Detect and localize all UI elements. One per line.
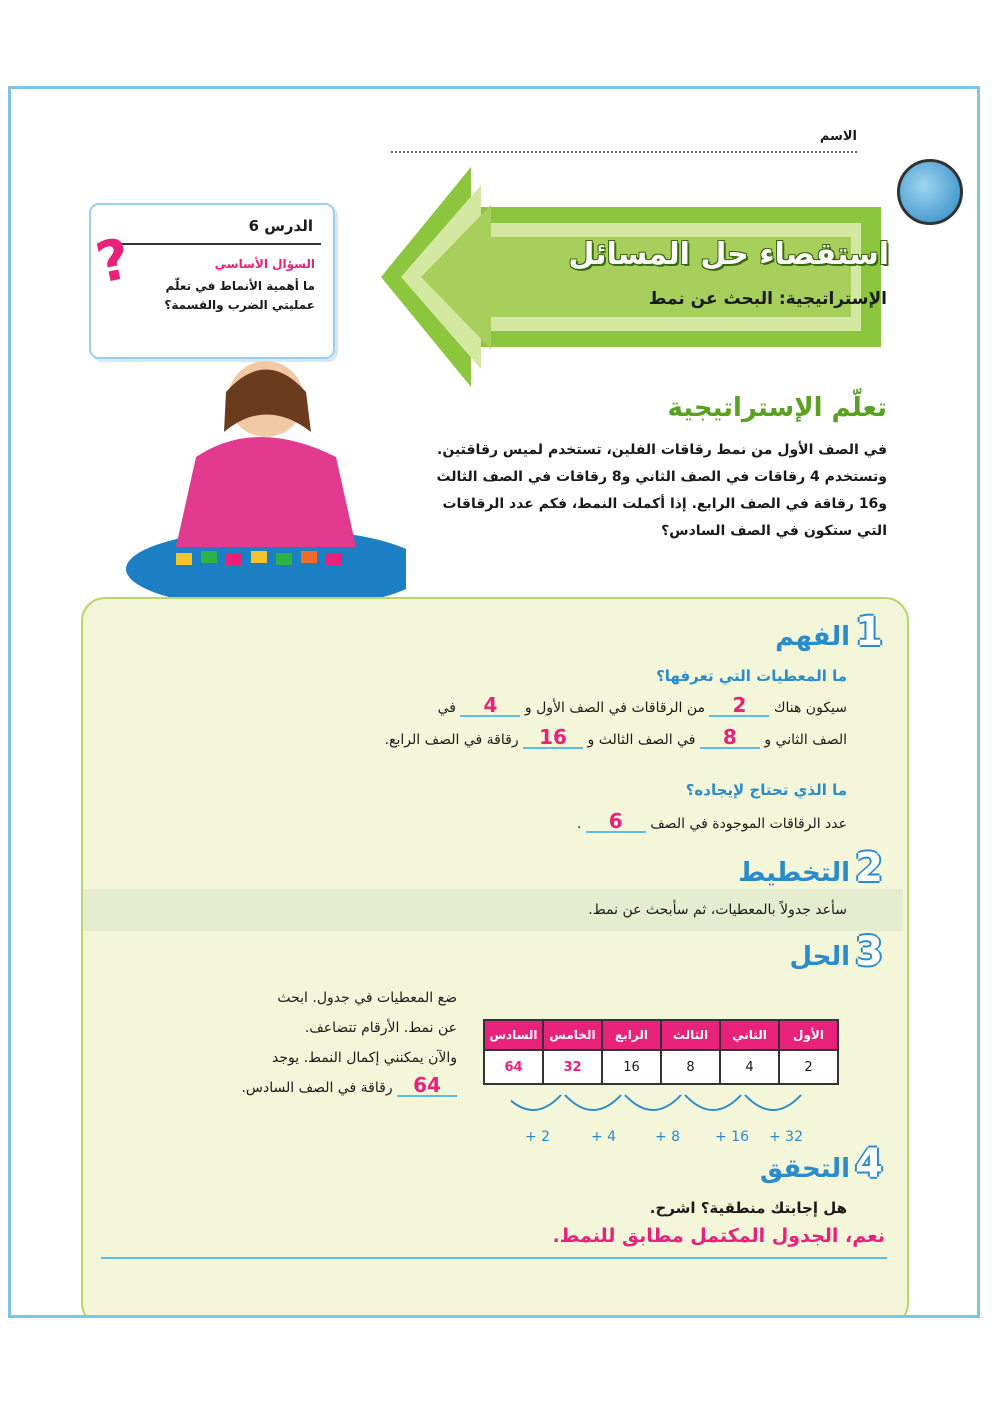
lesson-card [89, 203, 335, 359]
name-label: الاسم [819, 129, 857, 144]
table-header: الرابع [602, 1020, 661, 1050]
page-frame [8, 86, 980, 1318]
solve-text-line: ضع المعطيات في جدول. ابحث [277, 990, 457, 1006]
increment-label: + 4 [591, 1129, 617, 1145]
learn-strategy-body: في الصف الأول من نمط رقاقات الفلين، تستخدم لميس رقاقتين. وتستخدم 4 رقاقات في الصف الثاني و8 رقاقات في الصف الثالث و16 رقاقة في الصف الرابع. إذا أكملت النمط، فكم عدد الرقاقات التي ستكون في الصف السادس؟ [436, 442, 887, 539]
step-2-title: التخطيط [738, 858, 851, 888]
text-fragment: سيكون هناك [773, 700, 847, 716]
step-2-number: 2 [855, 845, 883, 891]
check-answer[interactable]: نعم، الجدول المكتمل مطابق للنمط. [552, 1225, 885, 1247]
known-line-2 [207, 725, 847, 755]
text-fragment: رقاقة في الصف الرابع. [384, 732, 519, 748]
pattern-arcs [511, 1089, 851, 1129]
increment-label: + 32 [769, 1129, 803, 1145]
text-fragment: رقاقة في الصف السادس. [241, 1080, 393, 1096]
text-fragment: الصف الثاني و [764, 732, 847, 748]
table-cell-answer[interactable]: 32 [543, 1050, 602, 1084]
answer-row-3[interactable]: 8 [700, 727, 760, 749]
step-check-header [760, 1141, 883, 1187]
step-4-title: التحقق [759, 1154, 851, 1184]
solve-text-line: والآن يمكنني إكمال النمط. يوجد [272, 1050, 457, 1066]
increment-label: + 16 [715, 1129, 749, 1145]
table-header: الثاني [720, 1020, 779, 1050]
table-cell: 4 [720, 1050, 779, 1084]
text-fragment: في الصف الثالث و [587, 732, 696, 748]
table-row [484, 1050, 838, 1084]
essential-question-title: السؤال الأساسي [214, 257, 315, 271]
step-solve-header [789, 929, 883, 975]
find-line [207, 809, 847, 839]
step-3-number: 3 [855, 929, 883, 975]
table-header: الثالث [661, 1020, 720, 1050]
step-4-number: 4 [855, 1141, 883, 1187]
find-question: ما الذي تحتاج لإيجاده؟ [685, 781, 847, 799]
globe-icon [897, 159, 963, 225]
step-3-title: الحل [789, 942, 851, 972]
answer-row-6[interactable]: 6 [586, 811, 646, 833]
banner-title: استقصاء حل المسائل [568, 237, 889, 272]
learn-strategy-title: تعلّم الإستراتيجية [667, 393, 887, 423]
table-header: السادس [484, 1020, 543, 1050]
table-cell-answer[interactable]: 64 [484, 1050, 543, 1084]
answer-row-1[interactable]: 2 [709, 695, 769, 717]
table-cell: 2 [779, 1050, 838, 1084]
check-question: هل إجابتك منطقية؟ اشرح. [649, 1199, 847, 1217]
text-fragment: في [437, 700, 457, 716]
answer-solve[interactable]: 64 [397, 1075, 457, 1097]
pattern-table [483, 1019, 839, 1085]
table-header: الخامس [543, 1020, 602, 1050]
table-cell: 16 [602, 1050, 661, 1084]
table-header: الأول [779, 1020, 838, 1050]
step-plan-header [738, 845, 883, 891]
student-photo [106, 337, 406, 597]
text-fragment: . [576, 816, 582, 832]
solve-text-line: عن نمط. الأرقام تتضاعف. [304, 1020, 457, 1036]
text-fragment: عدد الرقاقات الموجودة في الصف [650, 816, 847, 832]
text-fragment: من الرقاقات في الصف الأول و [524, 700, 706, 716]
check-answer-line [101, 1257, 887, 1259]
solve-text [197, 983, 457, 1103]
increment-label: + 2 [525, 1129, 551, 1145]
step-understand-header [775, 609, 883, 655]
step-1-title: الفهم [775, 622, 851, 652]
lesson-divider [103, 243, 321, 245]
known-question: ما المعطيات التي تعرفها؟ [656, 667, 847, 685]
question-mark-icon: ? [90, 226, 136, 297]
table-header-row [484, 1020, 838, 1050]
increment-label: + 8 [655, 1129, 681, 1145]
essential-question-text: ما أهمية الأنماط في تعلّم عمليتي الضرب والقسمة؟ [164, 279, 315, 312]
known-line-1 [207, 693, 847, 723]
answer-row-2[interactable]: 4 [460, 695, 520, 717]
plan-text: سأعد جدولاً بالمعطيات، ثم سأبحث عن نمط. [588, 902, 847, 918]
banner-subtitle: الإستراتيجية: البحث عن نمط [648, 289, 887, 309]
answer-row-4[interactable]: 16 [523, 727, 583, 749]
table-cell: 8 [661, 1050, 720, 1084]
lesson-number: الدرس 6 [248, 217, 313, 235]
step-1-number: 1 [855, 609, 883, 655]
